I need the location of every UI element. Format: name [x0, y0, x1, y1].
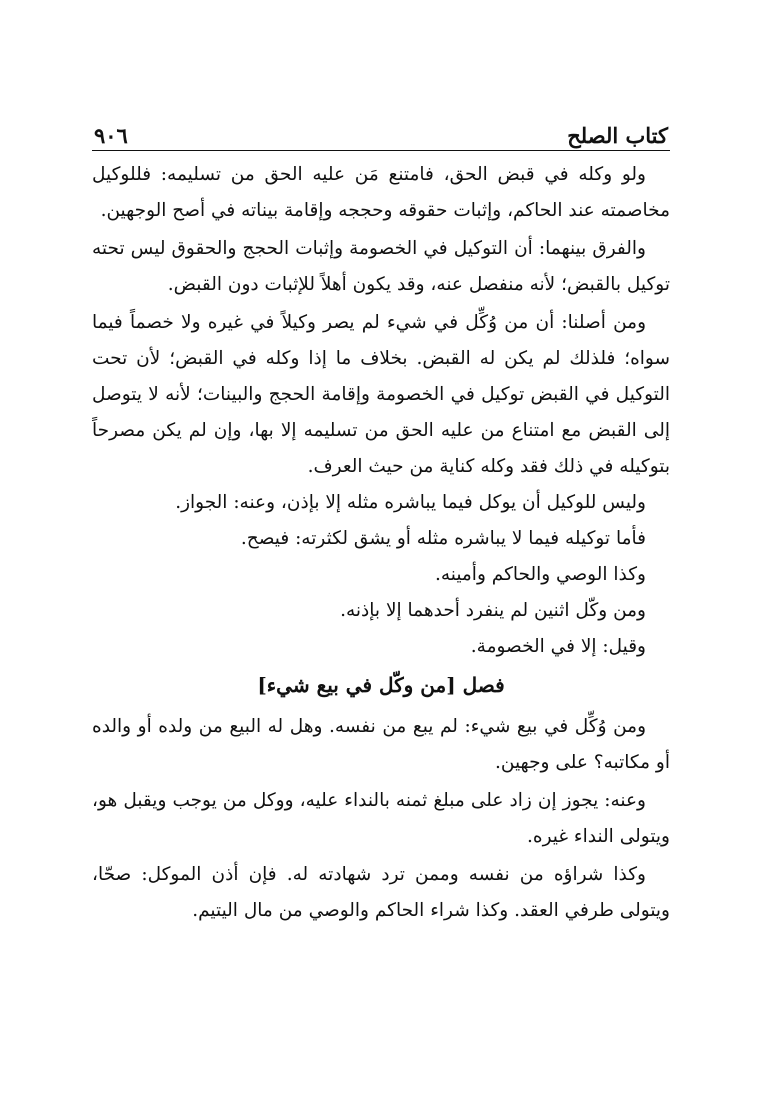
header-rule	[92, 150, 670, 151]
short-line-4: ومن وكّل اثنين لم ينفرد أحدهما إلا بإذنه.	[340, 600, 646, 621]
short-line-1: وليس للوكيل أن يوكل فيما يباشره مثله إلا بإذن، وعنه: الجواز.	[175, 492, 646, 513]
page-number: ٩٠٦	[94, 123, 128, 148]
section-title: فصل [من وكّل في بيع شيء]	[257, 673, 505, 697]
short-line-3: وكذا الوصي والحاكم وأمينه.	[434, 564, 646, 585]
section-paragraph-3: وكذا شراؤه من نفسه وممن ترد شهادته له. فإن أذن الموكل: صحّا، ويتولى طرفي العقد. وكذا شراء الحاكم والوصي من مال اليتيم.	[92, 864, 670, 921]
short-line-2: فأما توكيله فيما لا يباشره مثله أو يشق لكثرته: فيصح.	[240, 528, 646, 549]
chapter-title: كتاب الصلح	[567, 123, 668, 148]
document-page	[92, 118, 670, 929]
section-paragraph-2: وعنه: يجوز إن زاد على مبلغ ثمنه بالنداء عليه، ووكل من يوجب ويقبل هو، ويتولى النداء غيره.	[92, 790, 670, 847]
page-header	[92, 118, 670, 148]
paragraph-1: ولو وكله في قبض الحق، فامتنع مَن عليه الحق من تسليمه: فللوكيل مخاصمته عند الحاكم، وإثبات حقوقه وحججه وإقامة بيناته في أصح الوجهين.	[92, 164, 670, 221]
section-paragraph-1: ومن وُكِّل في بيع شيء: لم يبع من نفسه. وهل له البيع من ولده أو والده أو مكاتبه؟ على وجهين.	[92, 716, 670, 773]
paragraph-3: ومن أصلنا: أن من وُكِّل في شيء لم يصر وكيلاً في غيره ولا خصماً فيما سواه؛ فلذلك لم يكن له القبض. بخلاف ما إذا وكله في القبض؛ لأن تحت التوكيل في القبض توكيل في الخصومة وإقامة الحجج والبينات؛ لأنه لا يتوصل إلى القبض مع امتناع من عليه الحق من تسليمه إلا بها، وإن لم يكن مصرحاً بتوكيله في ذلك فقد وكله كناية من حيث العرف.	[92, 312, 670, 477]
paragraph-2: والفرق بينهما: أن التوكيل في الخصومة وإثبات الحجج والحقوق ليس تحته توكيل بالقبض؛ لأنه منفصل عنه، وقد يكون أهلاً للإثبات دون القبض.	[92, 238, 670, 295]
short-line-5: وقيل: إلا في الخصومة.	[470, 636, 646, 657]
